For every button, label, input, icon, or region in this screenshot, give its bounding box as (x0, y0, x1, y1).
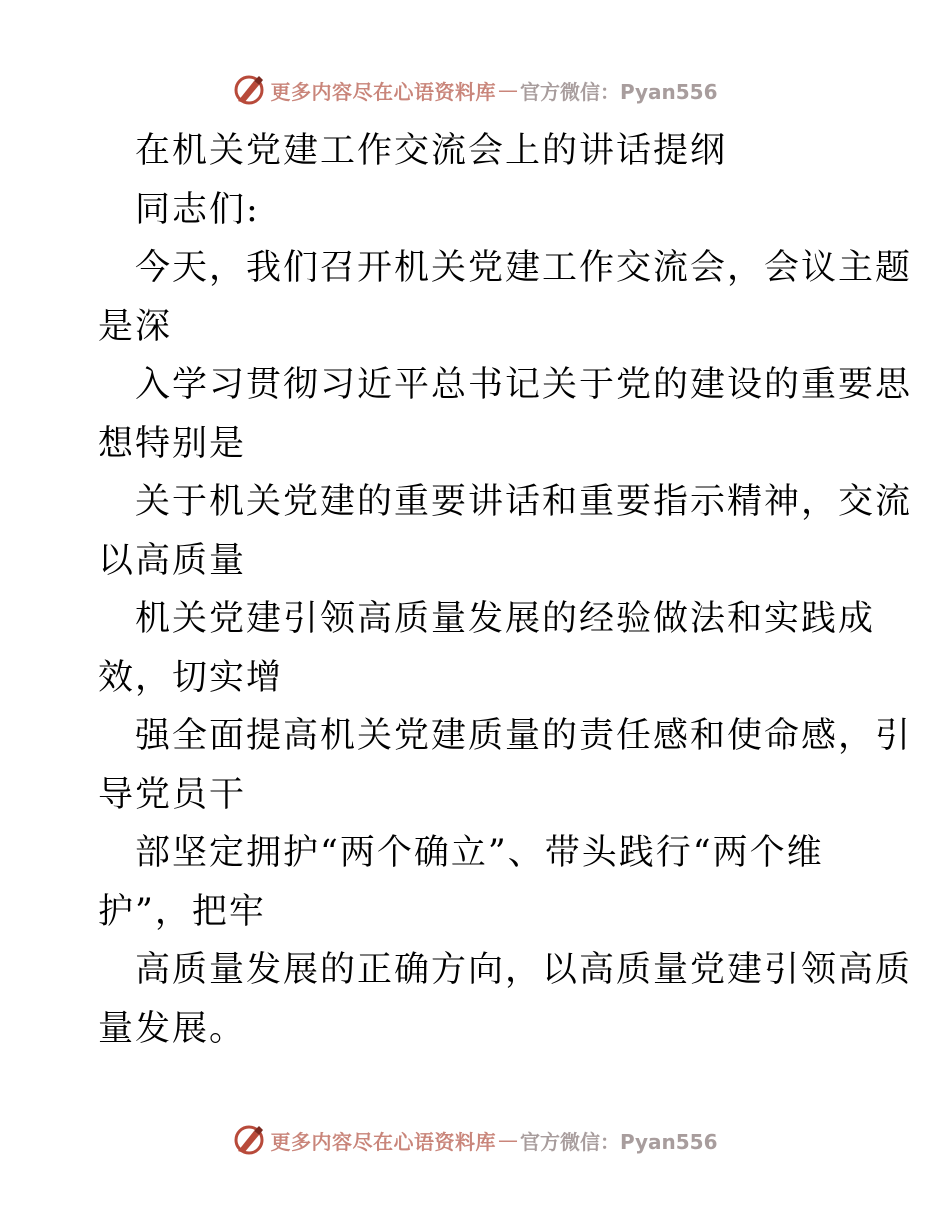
watermark-text: 更多内容尽在心语资料库 (270, 79, 496, 104)
text-line: 导党员干 (98, 774, 247, 815)
text-line: 入学习贯彻习近平总书记关于党的建设的重要思 (135, 365, 913, 405)
watermark-contact: 官方微信：Pyan556 (519, 79, 718, 104)
pen-logo-icon (232, 73, 266, 107)
watermark-dash: — (497, 78, 518, 102)
text-line: 是深 (98, 306, 173, 347)
header-watermark (0, 70, 950, 110)
pen-logo-icon (232, 1123, 266, 1157)
text-line: 以高质量 (98, 540, 247, 581)
text-line: 量发展。 (98, 1008, 247, 1049)
text-line: 机关党建引领高质量发展的经验做法和实践成 (135, 599, 876, 639)
salutation: 同志们: (135, 189, 260, 230)
text-line: 关于机关党建的重要讲话和重要指示精神，交流 (135, 482, 913, 522)
text-line: 效，切实增 (98, 657, 284, 698)
document-title: 在机关党建工作交流会上的讲话提纲 (135, 131, 728, 171)
watermark-text: 更多内容尽在心语资料库 (270, 1129, 496, 1154)
text-line: 高质量发展的正确方向，以高质量党建引领高质 (135, 950, 913, 990)
footer-watermark (0, 1120, 950, 1160)
watermark-contact: 官方微信：Pyan556 (519, 1129, 718, 1154)
document-body (98, 122, 913, 1058)
text-line: 强全面提高机关党建质量的责任感和使命感，引 (135, 716, 913, 756)
text-line: 今天，我们召开机关党建工作交流会，会议主题 (135, 248, 913, 288)
text-line: 想特别是 (98, 423, 247, 464)
text-line: 部坚定拥护“两个确立”、带头践行“两个维 (135, 833, 824, 873)
watermark-dash: — (497, 1128, 518, 1152)
paragraph (98, 239, 913, 1058)
text-line: 护”，把牢 (98, 891, 266, 932)
